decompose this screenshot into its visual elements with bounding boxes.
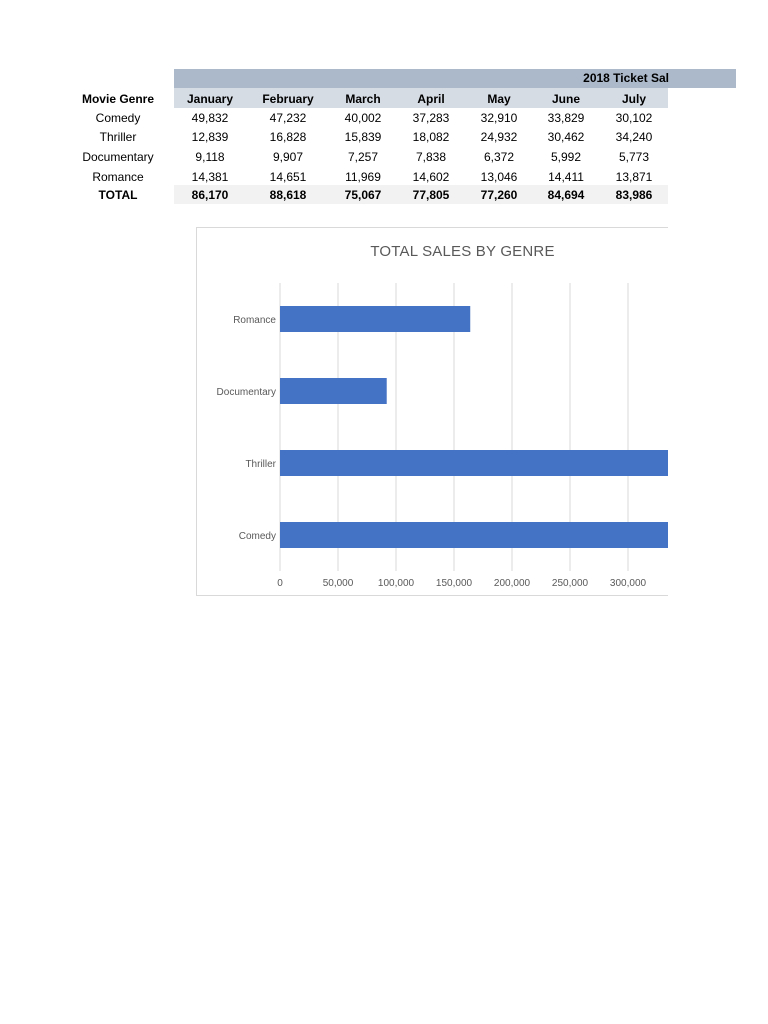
table-title: 2018 Ticket Sal xyxy=(583,71,669,85)
table-cell: 5,773 xyxy=(618,150,650,164)
month-header-february: February xyxy=(262,92,314,106)
bar-thriller xyxy=(280,450,668,476)
table-cell: 34,240 xyxy=(615,130,653,144)
bar-comedy xyxy=(280,522,668,548)
table-cell: 16,828 xyxy=(269,130,307,144)
table-cell: 24,932 xyxy=(480,130,518,144)
genre-label-thriller: Thriller xyxy=(99,130,137,144)
x-tick-label: 250,000 xyxy=(551,578,589,589)
sales-title-band xyxy=(174,69,736,88)
table-cell: 40,002 xyxy=(344,111,382,125)
total-cell: 77,805 xyxy=(412,188,450,202)
month-header-january: January xyxy=(186,92,234,106)
table-cell: 30,102 xyxy=(615,111,653,125)
chart-title: TOTAL SALES BY GENRE xyxy=(370,243,555,260)
total-cell: 84,694 xyxy=(547,188,585,202)
table-cell: 6,372 xyxy=(483,150,515,164)
table-cell: 37,283 xyxy=(412,111,450,125)
genre-label-romance: Romance xyxy=(92,170,144,184)
row-header-label: Movie Genre xyxy=(81,92,155,106)
category-label-romance: Romance xyxy=(233,315,276,326)
month-header-march: March xyxy=(345,92,381,106)
genre-label-documentary: Documentary xyxy=(82,150,154,164)
table-cell: 13,871 xyxy=(615,170,653,184)
table-cell: 15,839 xyxy=(344,130,382,144)
bar-chart xyxy=(197,228,668,596)
table-cell: 9,907 xyxy=(272,150,304,164)
table-cell: 12,839 xyxy=(191,130,229,144)
month-header-june: June xyxy=(551,92,581,106)
table-cell: 49,832 xyxy=(191,111,229,125)
total-cell: 75,067 xyxy=(344,188,382,202)
table-cell: 7,838 xyxy=(415,150,447,164)
total-cell: 83,986 xyxy=(615,188,653,202)
category-label-comedy: Comedy xyxy=(238,531,276,542)
table-cell: 47,232 xyxy=(269,111,307,125)
category-label-thriller: Thriller xyxy=(245,459,276,470)
bar-romance xyxy=(280,306,470,332)
x-tick-label: 200,000 xyxy=(493,578,531,589)
table-cell: 14,651 xyxy=(269,170,307,184)
chart-container xyxy=(196,227,668,596)
total-cell: 86,170 xyxy=(191,188,229,202)
bar-documentary xyxy=(280,378,387,404)
table-cell: 14,381 xyxy=(191,170,229,184)
category-label-documentary: Documentary xyxy=(216,387,276,398)
table-cell: 7,257 xyxy=(347,150,379,164)
table-cell: 5,992 xyxy=(550,150,582,164)
table-cell: 13,046 xyxy=(480,170,518,184)
table-cell: 32,910 xyxy=(480,111,518,125)
table-cell: 30,462 xyxy=(547,130,585,144)
table-cell: 14,602 xyxy=(412,170,450,184)
total-cell: 77,260 xyxy=(480,188,518,202)
month-header-may: May xyxy=(487,92,511,106)
month-header-july: July xyxy=(621,92,647,106)
x-tick-label: 150,000 xyxy=(435,578,473,589)
table-cell: 33,829 xyxy=(547,111,585,125)
total-label: TOTAL xyxy=(98,188,138,202)
x-tick-label: 0 xyxy=(277,578,283,589)
x-tick-label: 50,000 xyxy=(322,578,354,589)
table-cell: 18,082 xyxy=(412,130,450,144)
table-cell: 14,411 xyxy=(548,170,584,184)
x-tick-label: 300,000 xyxy=(609,578,647,589)
total-cell: 88,618 xyxy=(269,188,307,202)
genre-label-comedy: Comedy xyxy=(95,111,141,125)
table-cell: 11,969 xyxy=(345,170,381,184)
x-tick-label: 100,000 xyxy=(377,578,415,589)
month-header-april: April xyxy=(417,92,445,106)
table-cell: 9,118 xyxy=(195,150,225,164)
